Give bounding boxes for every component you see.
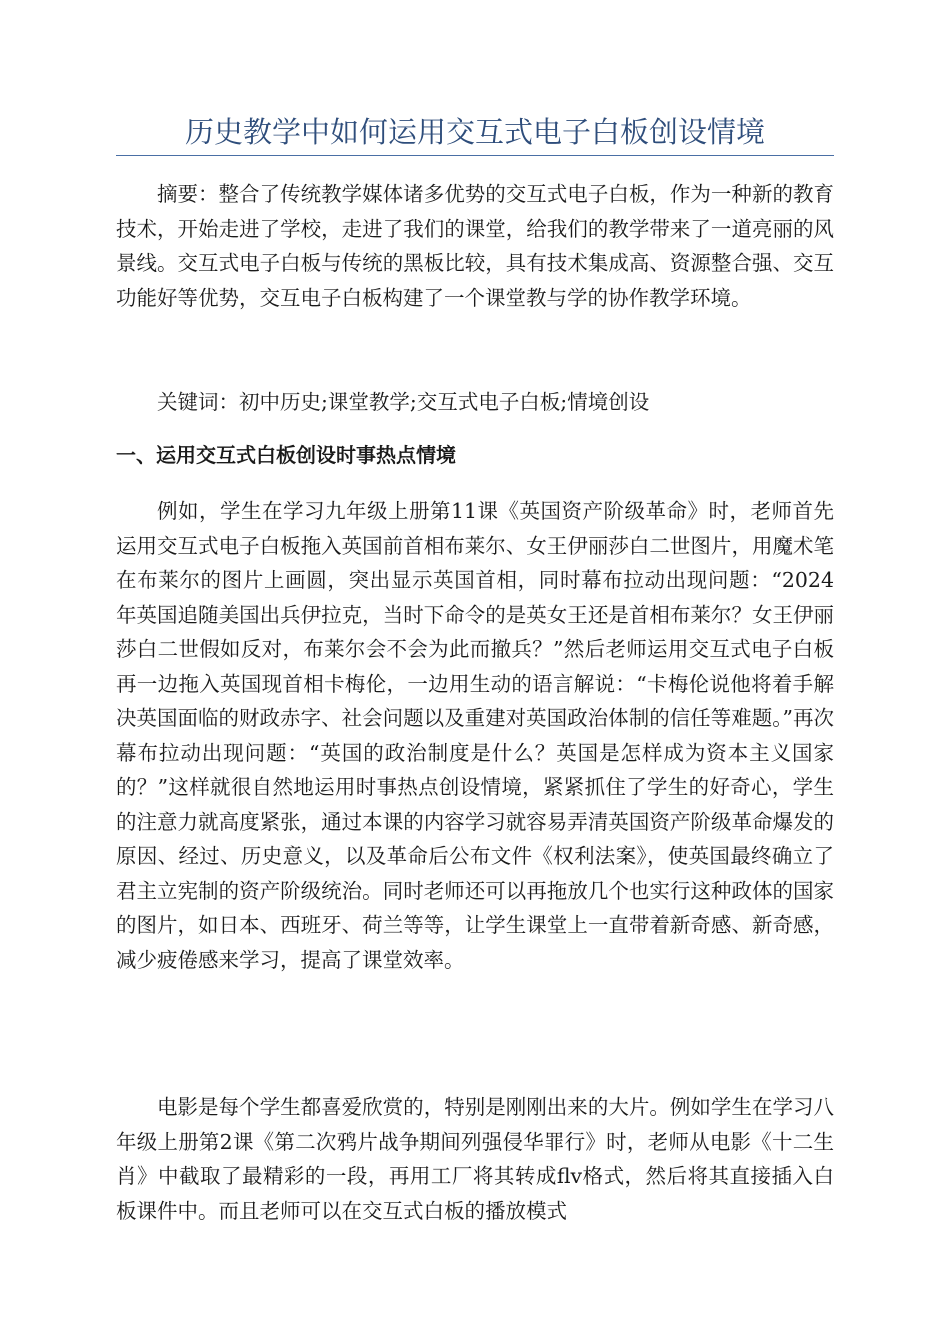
section-heading: 一、运用交互式白板创设时事热点情境 [116,443,456,467]
body-paragraph-2: 电影是每个学生都喜爱欣赏的，特别是刚刚出来的大片。例如学生在学习八年级上册第2课《第二次鸦片战争期间列强侵华罪行》时，老师从电影《十二生肖》中截取了最精彩的一段，再用工厂将其转成flv格式，然后将其直接插入白板课件中。而且老师可以在交互式白板的播放模式 [116,1095,834,1223]
title-divider [116,155,834,156]
body-paragraph-1: 例如，学生在学习九年级上册第11课《英国资产阶级革命》时，老师首先运用交互式电子白板拖入英国前首相布莱尔、女王伊丽莎白二世图片，用魔术笔在布莱尔的图片上画圆，突出显示英国首相，同时幕布拉动出现问题：“2024年英国追随美国出兵伊拉克，当时下命令的是英女王还是首相布莱尔？女王伊丽莎白二世假如反对，布莱尔会不会为此而撤兵？”然后老师运用交互式电子白板再一边拖入英国现首相卡梅伦，一边用生动的语言解说：“卡梅伦说他将着手解决英国面临的财政赤字、社会问题以及重建对英国政治体制的信任等难题。”再次幕布拉动出现问题：“英国的政治制度是什么？英国是怎样成为资本主义国家的？”这样就很自然地运用时事热点创设情境，紧紧抓住了学生的好奇心，学生的注意力就高度紧张，通过本课的内容学习就容易弄清英国资产阶级革命爆发的原因、经过、历史意义，以及革命后公布文件《权利法案》，使英国最终确立了君主立宪制的资产阶级统治。同时老师还可以再拖放几个也实行这种政体的国家的图片，如日本、西班牙、荷兰等等，让学生课堂上一直带着新奇感、新奇感，减少疲倦感来学习，提高了课堂效率。 [116,499,834,972]
keywords-paragraph: 关键词：初中历史;课堂教学;交互式电子白板;情境创设 [157,390,650,414]
abstract-paragraph: 摘要：整合了传统教学媒体诸多优势的交互式电子白板，作为一种新的教育技术，开始走进了学校，走进了我们的课堂，给我们的教学带来了一道亮丽的风景线。交互式电子白板与传统的黑板比较，具有技术集成高、资源整合强、交互功能好等优势，交互电子白板构建了一个课堂教与学的协作教学环境。 [116,182,834,310]
page-title: 历史教学中如何运用交互式电子白板创设情境 [184,115,765,149]
